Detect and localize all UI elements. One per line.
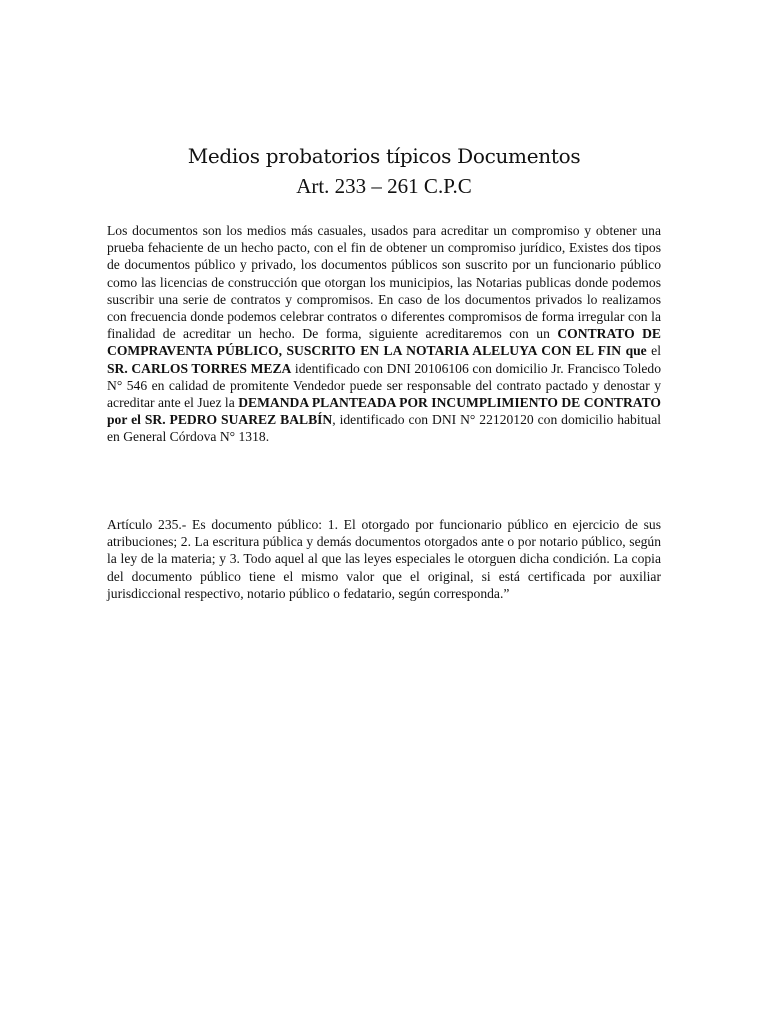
title-block <box>0 141 768 201</box>
paragraph-documents <box>107 222 661 446</box>
page-title: Medios probatorios típicos Documentos <box>187 144 581 168</box>
paragraph1-text3: identificado con DNI 20106106 con domicilio Jr. Francisco Toledo N° 546 en calidad de promitente Vendedor puede ser responsable del contrato pactado y denostar y acreditar ante el Juez la <box>107 360 661 411</box>
paragraph1-intro: Los documentos son los medios más casuales, usados para acreditar un compromiso y obtener una prueba fehaciente de un hecho pacto, con el fin de obtener un compromiso jurídico, Existes dos tipos de documentos público y privado, los documentos públicos son suscrito por un funcionario público como las licencias de construcción que otorgan los municipios, las Notarias publicas donde podemos suscribir una serie de contratos y compromisos. En caso de los documentos privados lo realizamos con frecuencia donde podemos celebrar contratos o diferentes compromisos de forma irregular con la finalidad de acreditar un hecho. De forma, siguiente acreditaremos con un <box>107 223 661 342</box>
paragraph1-bold-contract: CONTRATO DE COMPRAVENTA PÚBLICO, SUSCRITO EN LA NOTARIA ALELUYA CON EL FIN que <box>107 326 661 359</box>
paragraph1-text4: , identificado con DNI N° 22120120 con domicilio habitual en General Córdova N° 1318. <box>107 412 661 445</box>
paragraph-article-235: Artículo 235.- Es documento público: 1. El otorgado por funcionario público en ejercicio de sus atribuciones; 2. La escritura pública y demás documentos otorgados ante o por notario público, según la ley de la materia; y 3. Todo aquel al que las leyes especiales le otorguen dicha condición. La copia del documento público tiene el mismo valor que el original, si está certificada por auxiliar jurisdiccional respectivo, notario público o fedatario, según corresponda.” <box>107 517 661 601</box>
paragraph1-bold-seller: SR. CARLOS TORRES MEZA <box>107 360 292 376</box>
paragraph1-bold-demand: DEMANDA PLANTEADA POR INCUMPLIMIENTO DE CONTRATO por el SR. PEDRO SUAREZ BALBÍN <box>107 395 661 428</box>
paragraph1-text2: el <box>646 343 661 359</box>
page-subtitle: Art. 233 – 261 C.P.C <box>296 174 472 198</box>
